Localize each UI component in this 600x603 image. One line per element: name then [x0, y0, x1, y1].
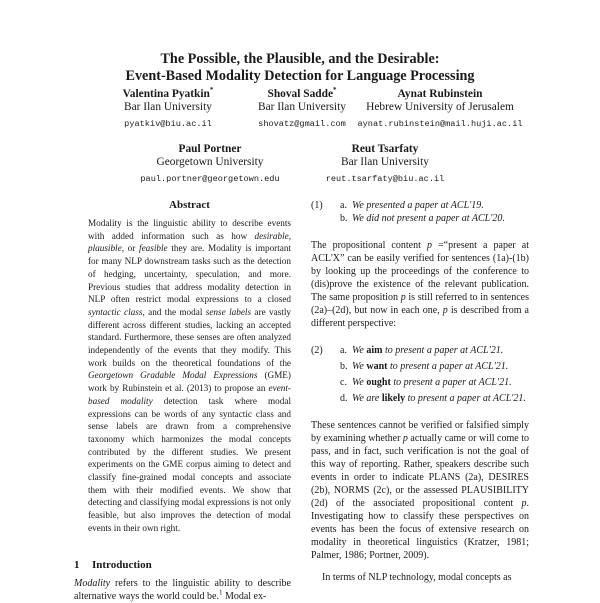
author-affiliation: Hebrew University of Jerusalem — [366, 101, 514, 114]
paragraph: The propositional content p =“present a paper at ACL'X” can be easily verified for sentences (1a)-(1b) by looking up the proceedings of the conference to (dis)prove the existence of the relevant publication. The same proposition p is still referred to in sentences (2a)–(2d), but now in each one, p is described from a different perspective: — [311, 240, 529, 329]
example-item: b. We did not present a paper at ACL'20. — [340, 213, 505, 224]
example-number: (2) — [311, 345, 323, 356]
author-email: shovatz@gmail.com — [258, 119, 346, 130]
example-2 — [311, 344, 529, 405]
right-column — [311, 199, 529, 593]
example-item: a. We aim to present a paper at ACL'21. — [340, 345, 504, 356]
abstract-text: Modality is the linguistic ability to describe events with added information such as how desirable, plausible, or feasible they are. Modality is important for many NLP downstream tasks such as the detection of hedging, uncertainty, speculation, and more. Previous studies that address modality detection in NLP often restrict modal expressions to a closed syntactic class, and the modal sense labels are vastly different across different studies, lacking an accepted standard. Furthermore, these senses are often analyzed independently of the events that they modify. This work builds on the theoretical foundations of the Georgetown Gradable Modal Expressions (GME) work by Rubinstein et al. (2013) to propose an event-based modality detection task where modal expressions can be words of any syntactic class and sense labels are drawn from a comprehensive taxonomy which harmonizes the modal concepts contributed by the different studies. We present experiments on the GME corpus aiming to detect and classify fine-grained modal concepts and associate them with their modified events. We show that detecting and classifying modal expressions is not only feasible, but also improves the detection of modal events in their own right. — [88, 218, 291, 533]
author-affiliation: Bar Ilan University — [124, 101, 212, 114]
author-name: Reut Tsarfaty — [351, 143, 419, 155]
author-block — [237, 88, 367, 132]
author-affiliation: Bar Ilan University — [258, 101, 346, 114]
example-1 — [311, 199, 529, 225]
author-block — [305, 143, 465, 187]
author-affiliation: Bar Ilan University — [341, 156, 429, 169]
title-line-1: The Possible, the Plausible, and the Desirable: — [160, 51, 440, 67]
author-block — [93, 88, 243, 132]
paragraph: In terms of NLP technology, modal concepts as — [322, 572, 512, 583]
author-email: pyatkiv@biu.ac.il — [124, 119, 212, 130]
title-line-2: Event-Based Modality Detection for Language Processing — [125, 68, 475, 84]
example-item: a. We presented a paper at ACL'19. — [340, 200, 484, 211]
paragraph: These sentences cannot be verified or falsified simply by examining whether p actually came or will come to pass, and in fact, such verification is not the goal of this way of reporting. Rather, speakers describe such events in order to indicate PLANS (2a), DESIRES (2b), NORMS (2c), or the assessed PLAUSIBILITY (2d) of the associated propositional content p. Investigating how to classify these perspectives on events has been the focus of extensive research on modality in theoretical linguistics (Kratzer, 1981; Palmer, 1986; Portner, 2009). — [311, 420, 529, 561]
example-item: b. We want to present a paper at ACL'21. — [340, 361, 509, 372]
author-name: Aynat Rubinstein — [397, 88, 483, 100]
abstract-section — [88, 199, 291, 535]
footnote-marker: 1 — [218, 588, 223, 597]
example-item: d. We are likely to present a paper at ACL'21. — [340, 393, 526, 404]
author-email: aynat.rubinstein@mail.huji.ac.il — [357, 119, 523, 130]
example-number: (1) — [311, 200, 323, 211]
author-email: paul.portner@georgetown.edu — [140, 174, 280, 185]
page-title — [0, 51, 600, 85]
author-email: reut.tsarfaty@biu.ac.il — [325, 174, 445, 185]
author-name: Paul Portner — [178, 143, 242, 155]
author-name: Valentina Pyatkin* — [122, 86, 214, 100]
abstract-heading: Abstract — [169, 199, 210, 211]
example-item: c. We ought to present a paper at ACL'21. — [340, 377, 512, 388]
author-block — [350, 88, 530, 132]
author-name: Shoval Sadde* — [267, 86, 337, 100]
introduction-text: Modality refers to the linguistic ability to describe alternative ways the world could be.$^1$ Modal ex- — [74, 578, 291, 602]
author-affiliation: Georgetown University — [156, 156, 264, 169]
section-heading-introduction: 1 Introduction — [74, 559, 152, 571]
author-block — [125, 143, 295, 187]
